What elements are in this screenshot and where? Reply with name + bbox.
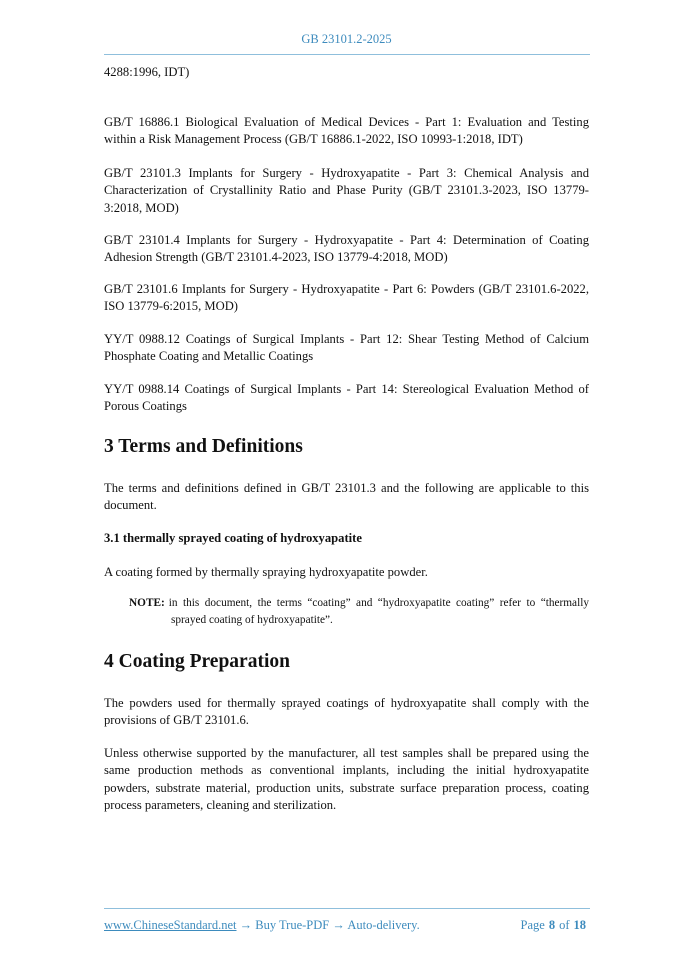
term-3-1-heading: 3.1 thermally sprayed coating of hydroxyapatite [104, 531, 362, 545]
note [129, 595, 589, 629]
buy-text: Buy True-PDF [255, 918, 330, 932]
term-3-1-definition: A coating formed by thermally spraying hydroxyapatite powder. [104, 565, 428, 579]
of-label: of [559, 918, 570, 932]
arrow-icon: → [332, 918, 345, 932]
reference-item: GB/T 16886.1 Biological Evaluation of Medical Devices - Part 1: Evaluation and Testing within a Risk Management Process (GB/T 16886.1-2022, ISO 10993-1:2018, IDT) [104, 115, 589, 147]
reference-continuation: 4288:1996, IDT) [104, 65, 190, 79]
section-3-heading: 3 Terms and Definitions [104, 436, 303, 457]
footer-divider [104, 908, 590, 909]
arrow-icon: → [239, 918, 253, 932]
section-4-heading: 4 Coating Preparation [104, 651, 290, 672]
current-page: 8 [548, 918, 556, 932]
reference-item: YY/T 0988.14 Coatings of Surgical Implants - Part 14: Stereological Evaluation Method of Porous Coatings [104, 382, 589, 414]
reference-item: YY/T 0988.12 Coatings of Surgical Implants - Part 12: Shear Testing Method of Calcium Phosphate Coating and Metallic Coatings [104, 332, 589, 364]
reference-item: GB/T 23101.3 Implants for Surgery - Hydroxyapatite - Part 3: Chemical Analysis and Characterization of Crystallinity Ratio and Phase Purity (GB/T 23101.3-2023, ISO 13779-3:2018, MOD) [104, 166, 589, 215]
reference-item: GB/T 23101.6 Implants for Surgery - Hydroxyapatite - Part 6: Powders (GB/T 23101.6-2022, ISO 13779-6:2015, MOD) [104, 282, 589, 314]
reference-item: GB/T 23101.4 Implants for Surgery - Hydroxyapatite - Part 4: Determination of Coating Adhesion Strength (GB/T 23101.4-2023, ISO 13779-4:2018, MOD) [104, 233, 589, 265]
website-link[interactable]: www.ChineseStandard.net [104, 918, 237, 932]
header-divider [104, 54, 590, 55]
footer [104, 918, 590, 933]
delivery-text: Auto-delivery. [347, 918, 420, 932]
footer-promo [104, 918, 420, 933]
section-4-paragraph: Unless otherwise supported by the manufacturer, all test samples shall be prepared using the same production methods as conventional implants, including the initial hydroxyapatite powders, substrate material, production units, substrate surface preparation process, coating process parameters, cleaning and sterilization. [104, 746, 589, 813]
section-4-paragraph: The powders used for thermally sprayed coatings of hydroxyapatite shall comply with the provisions of GB/T 23101.6. [104, 696, 589, 728]
document-id-header: GB 23101.2-2025 [301, 32, 392, 46]
total-pages: 18 [573, 918, 586, 932]
section-3-intro: The terms and definitions defined in GB/T 23101.3 and the following are applicable to this document. [104, 481, 589, 513]
note-text: in this document, the terms “coating” and “hydroxyapatite coating” refer to “thermally sprayed coating of hydroxyapatite”. [168, 597, 589, 626]
page-indicator [521, 918, 590, 933]
page-label: Page [520, 918, 545, 932]
note-label: NOTE: [129, 597, 165, 609]
